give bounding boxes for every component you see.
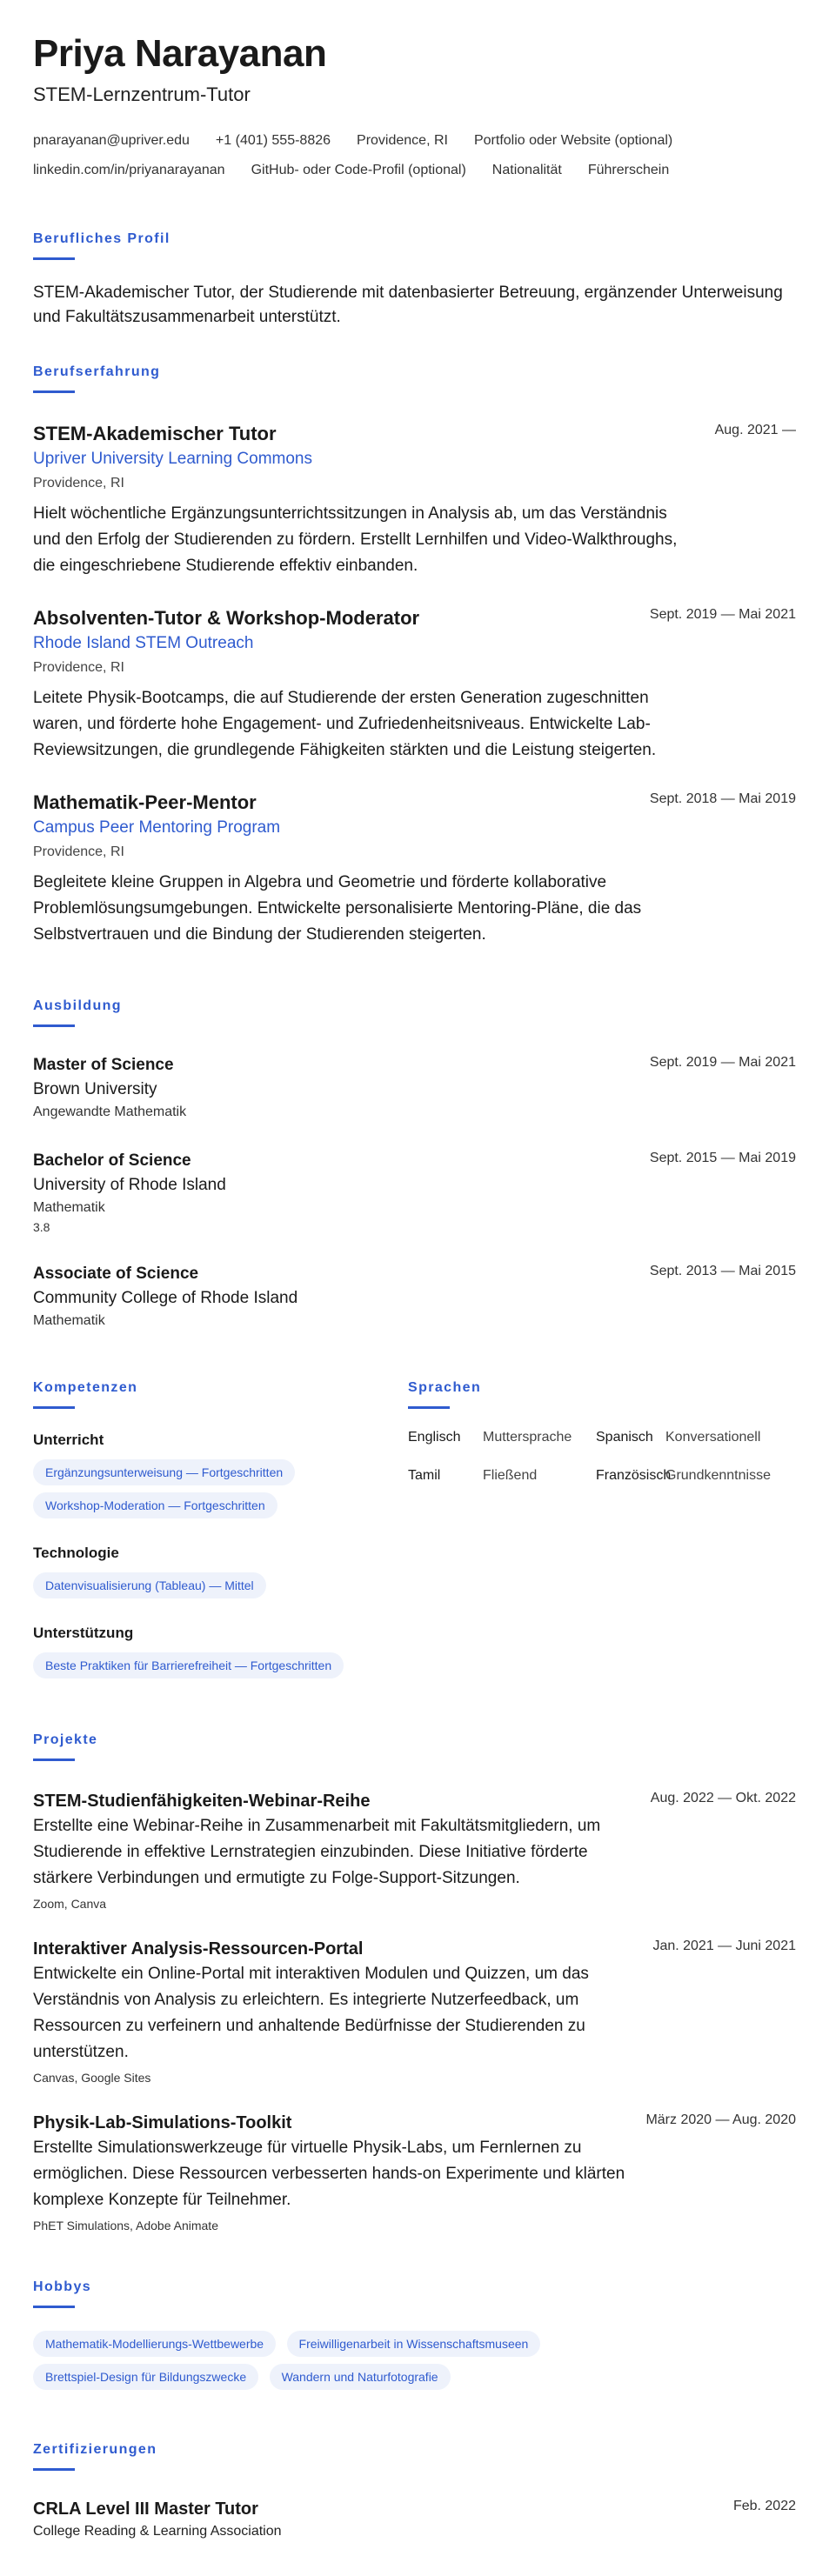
experience-entry	[33, 421, 796, 579]
project-tools: Zoom, Canva	[33, 1897, 107, 1911]
field-of-study: Angewandte Mathematik	[33, 1104, 187, 1119]
entry-dates: Sept. 2018 — Mai 2019	[649, 791, 796, 806]
project-tools: Canvas, Google Sites	[33, 2071, 151, 2085]
section-title: Sprachen	[408, 1380, 482, 1395]
skill-tag: Beste Praktiken für Barrierefreiheit — Fortgeschritten	[33, 1652, 344, 1678]
language-level: Fließend	[483, 1468, 538, 1483]
section-divider	[33, 1758, 75, 1761]
education-entry	[33, 1149, 796, 1236]
project-description: Erstellte eine Webinar-Reihe in Zusammenarbeit mit Fakultätsmitgliedern, um Studierende in effektive Lernstrategien einzubinden. Diese Initiative förderte stärkere Verbindungen und ermutigte zu Folge-Support-Sitzungen.	[33, 1817, 601, 1887]
field-of-study: Mathematik	[33, 1313, 105, 1328]
section-title: Ausbildung	[33, 998, 122, 1013]
language-name: Französisch	[596, 1468, 672, 1483]
job-title: STEM-Akademischer Tutor	[33, 423, 277, 444]
project-name: Physik-Lab-Simulations-Toolkit	[33, 2113, 292, 2132]
candidate-tagline: STEM-Lernzentrum-Tutor	[33, 83, 251, 105]
contact-email: pnarayanan@upriver.edu	[33, 133, 190, 148]
skills-section	[33, 1380, 408, 1682]
contact-phone: +1 (401) 555-8826	[215, 133, 331, 148]
job-description: Begleitete kleine Gruppen in Algebra und Geometrie und förderte kollaborative Problemlösungsumgebungen. Entwickelte personalisierte Mentoring-Pläne, die das Selbstvertrauen und die Bindung der Studierenden steigerten.	[33, 873, 642, 944]
languages-section	[408, 1380, 796, 1682]
company-name: Rhode Island STEM Outreach	[33, 634, 254, 652]
contact-portfolio: Portfolio oder Website (optional)	[473, 133, 673, 148]
school: University of Rhode Island	[33, 1176, 226, 1194]
certification-name: CRLA Level III Master Tutor	[33, 2499, 258, 2519]
skill-group-title: Unterricht	[33, 1431, 104, 1448]
contact-license: Führerschein	[587, 163, 670, 177]
entry-dates: Sept. 2013 — Mai 2015	[649, 1264, 796, 1278]
degree: Associate of Science	[33, 1265, 199, 1283]
job-title: Mathematik-Peer-Mentor	[33, 791, 257, 813]
company-name: Campus Peer Mentoring Program	[33, 818, 281, 837]
job-description: Hielt wöchentliche Ergänzungsunterrichtssitzungen in Analysis ab, um das Verständnis und den Erfolg der Studierenden zu fördern. Erstellt Lernhilfen und Video-Walkthroughs, die eingeschriebene Studierende effektiv einbanden.	[33, 504, 678, 575]
project-description: Entwickelte ein Online-Portal mit interaktiven Modulen und Quizzen, um das Verständnis von Analysis zu erleichtern. Es integrierte Nutzerfeedback, um Ressourcen zu verfeinern und anhaltende Bedürfnisse der Studierenden zu unterstützen.	[33, 1965, 589, 2061]
experience-section	[33, 364, 796, 948]
candidate-name: Priya Narayanan	[33, 32, 327, 75]
skill-tag: Datenvisualisierung (Tableau) — Mittel	[33, 1572, 266, 1598]
hobby-tags	[33, 2327, 642, 2393]
certification-entry	[33, 2497, 796, 2542]
contact-github: GitHub- oder Code-Profil (optional)	[251, 163, 466, 177]
entry-dates: März 2020 — Aug. 2020	[645, 2112, 796, 2127]
section-divider	[33, 257, 75, 260]
grade: 3.8	[33, 1220, 50, 1234]
skill-group	[33, 1543, 408, 1602]
skill-tags	[33, 1456, 408, 1522]
project-tools: PhET Simulations, Adobe Animate	[33, 2219, 218, 2232]
certifications-section	[33, 2442, 796, 2542]
project-name: STEM-Studienfähigkeiten-Webinar-Reihe	[33, 1792, 371, 1811]
project-entry	[33, 2111, 796, 2234]
section-divider	[33, 2306, 75, 2308]
entry-dates: Sept. 2015 — Mai 2019	[649, 1151, 796, 1165]
section-title: Projekte	[33, 1732, 98, 1747]
skill-group-title: Unterstützung	[33, 1625, 134, 1641]
skill-tag: Workshop-Moderation — Fortgeschritten	[33, 1492, 277, 1518]
section-divider	[33, 390, 75, 393]
school: Community College of Rhode Island	[33, 1289, 298, 1307]
project-entry	[33, 1937, 796, 2086]
resume-header	[33, 31, 796, 181]
education-section	[33, 998, 796, 1331]
language-level: Grundkenntnisse	[665, 1468, 771, 1483]
entry-dates: Feb. 2022	[732, 2499, 796, 2513]
section-divider	[408, 1406, 450, 1409]
section-divider	[33, 1024, 75, 1027]
skill-group	[33, 1430, 408, 1522]
section-title: Zertifizierungen	[33, 2442, 157, 2457]
hobby-tag: Mathematik-Modellierungs-Wettbewerbe	[33, 2331, 276, 2357]
skill-group-title: Technologie	[33, 1545, 119, 1561]
contact-linkedin: linkedin.com/in/priyanarayanan	[33, 163, 225, 177]
degree: Bachelor of Science	[33, 1151, 191, 1170]
project-name: Interaktiver Analysis-Ressourcen-Portal	[33, 1939, 364, 1959]
experience-entry	[33, 790, 796, 948]
company-name: Upriver University Learning Commons	[33, 450, 312, 468]
section-divider	[33, 1406, 75, 1409]
contact-list	[33, 130, 796, 181]
section-title: Hobbys	[33, 2279, 92, 2294]
section-divider	[33, 2468, 75, 2471]
entry-dates: Jan. 2021 — Juni 2021	[652, 1939, 796, 1953]
job-title: Absolventen-Tutor & Workshop-Moderator	[33, 607, 420, 629]
hobby-tag: Wandern und Naturfotografie	[270, 2364, 451, 2390]
contact-nationality: Nationalität	[491, 163, 562, 177]
skill-tag: Ergänzungsunterweisung — Fortgeschritten	[33, 1459, 295, 1485]
degree: Master of Science	[33, 1056, 174, 1074]
job-location: Providence, RI	[33, 844, 124, 859]
skill-group	[33, 1623, 408, 1682]
language-list	[408, 1430, 796, 1484]
contact-location: Providence, RI	[357, 133, 448, 148]
entry-dates: Aug. 2021 —	[714, 423, 796, 437]
skill-tags	[33, 1569, 408, 1602]
section-title: Berufliches Profil	[33, 231, 170, 246]
experience-entry	[33, 605, 796, 764]
hobby-tag: Brettspiel-Design für Bildungszwecke	[33, 2364, 258, 2390]
skill-tags	[33, 1649, 408, 1682]
hobby-tag: Freiwilligenarbeit in Wissenschaftsmuseen	[287, 2331, 541, 2357]
entry-dates: Sept. 2019 — Mai 2021	[649, 607, 796, 622]
skills-languages-row	[33, 1380, 796, 1682]
entry-dates: Aug. 2022 — Okt. 2022	[650, 1791, 796, 1805]
language-name: Tamil	[408, 1468, 441, 1483]
education-entry	[33, 1262, 796, 1331]
language-level: Muttersprache	[483, 1430, 572, 1445]
entry-dates: Sept. 2019 — Mai 2021	[649, 1055, 796, 1070]
job-description: Leitete Physik-Bootcamps, die auf Studierende der ersten Generation zugeschnitten waren, und förderte hohe Engagement- und Zufriedenheitsniveaus. Entwickelte Lab-Reviewsitzungen, die grundlegende Fähigkeiten stärkten und die Leistung steigerten.	[33, 689, 657, 759]
profile-section	[33, 231, 796, 330]
project-entry	[33, 1789, 796, 1912]
hobbies-section	[33, 2279, 796, 2393]
field-of-study: Mathematik	[33, 1200, 105, 1215]
job-location: Providence, RI	[33, 660, 124, 675]
language-level: Konversationell	[665, 1430, 761, 1445]
job-location: Providence, RI	[33, 476, 124, 491]
language-name: Spanisch	[596, 1430, 653, 1445]
section-title: Berufserfahrung	[33, 364, 161, 379]
project-description: Erstellte Simulationswerkzeuge für virtuelle Physik-Labs, um Fernlernen zu ermöglichen. Diese Ressourcen verbesserten hands-on Experimente und klärten komplexe Konzepte für Teilnehmer.	[33, 2139, 625, 2209]
section-title: Kompetenzen	[33, 1380, 138, 1395]
projects-section	[33, 1732, 796, 2234]
language-name: Englisch	[408, 1430, 461, 1445]
profile-summary: STEM-Akademischer Tutor, der Studierende mit datenbasierter Betreuung, ergänzender Unterweisung und Fakultätszusammenarbeit unterstützt.	[33, 284, 783, 326]
education-entry	[33, 1053, 796, 1123]
school: Brown University	[33, 1080, 157, 1098]
certification-issuer: College Reading & Learning Association	[33, 2524, 282, 2539]
